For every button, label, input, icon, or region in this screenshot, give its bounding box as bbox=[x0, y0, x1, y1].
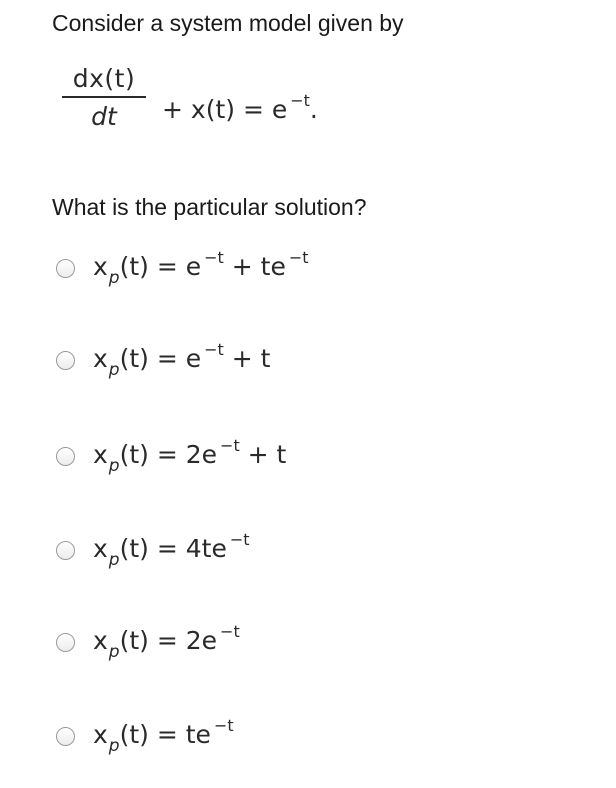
question-text: What is the particular solution? bbox=[52, 194, 367, 220]
fraction-denominator: dt bbox=[91, 102, 117, 131]
answer-option-6[interactable] bbox=[56, 716, 234, 756]
option-formula: $x_p(t)$ = te $^{-t}$ bbox=[93, 716, 234, 756]
equation-period: . bbox=[309, 95, 318, 124]
answer-option-3[interactable] bbox=[56, 436, 286, 476]
option-formula: $x_p(t) = e$ $^{-t}$ + te $^{-t}$ bbox=[93, 248, 309, 288]
radio-button[interactable] bbox=[56, 541, 75, 560]
answer-option-2[interactable] bbox=[56, 340, 270, 380]
question-prompt: Consider a system model given by bbox=[52, 10, 404, 36]
radio-button[interactable] bbox=[56, 447, 75, 466]
answer-option-4[interactable] bbox=[56, 530, 250, 570]
answer-option-1[interactable] bbox=[56, 248, 309, 288]
equation-rhs bbox=[162, 86, 318, 125]
derivative-fraction bbox=[62, 64, 146, 132]
answer-option-5[interactable] bbox=[56, 622, 240, 662]
radio-button[interactable] bbox=[56, 351, 75, 370]
radio-button[interactable] bbox=[56, 727, 75, 746]
radio-button[interactable] bbox=[56, 633, 75, 652]
radio-button[interactable] bbox=[56, 259, 75, 278]
fraction-bar bbox=[62, 96, 146, 98]
fraction-numerator: dx(t) bbox=[72, 64, 136, 93]
equation-rhs-text: + x(t) = e bbox=[162, 95, 288, 124]
option-formula: $x_p(t) = 2e$ $^{-t}$ + t bbox=[93, 436, 287, 476]
option-formula: $x_p(t) = 2e$ $^{-t}$ bbox=[93, 622, 240, 662]
equation-exponent: −t bbox=[290, 91, 310, 110]
option-formula: $x_p(t) = 4te$ $^{-t}$ bbox=[93, 530, 250, 570]
option-formula: $x_p(t) = e$ $^{-t}$ + t bbox=[93, 340, 271, 380]
